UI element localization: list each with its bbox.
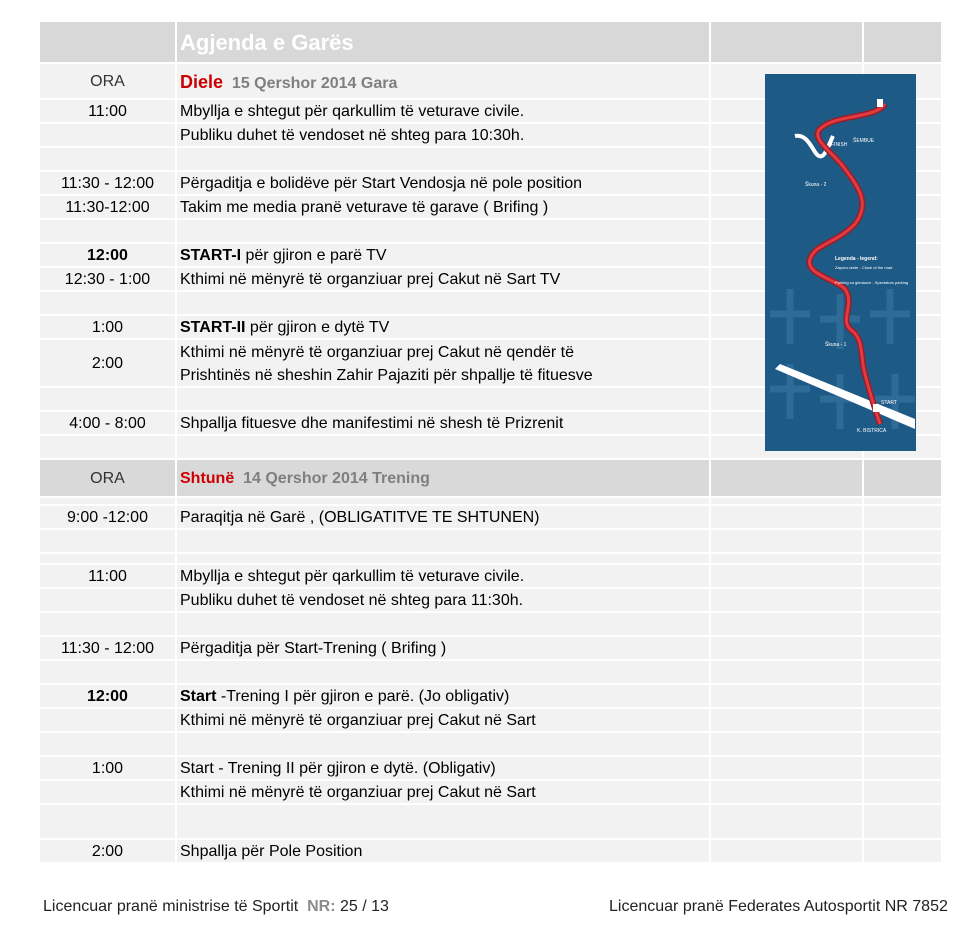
barrier-icon [873,404,879,412]
route-map-graphic [765,74,916,451]
activity-cell: Takim me media pranë veturave të garave ( Brifing ) [177,196,711,220]
page-title: Agjenda e Garës [177,22,711,64]
activity-cell: Kthimi në mënyrë të organziuar prej Cakut në qendër të Prishtinës në sheshin Zahir Pajaziti për shpallje të fituesve [177,340,711,388]
time-cell: 12:30 - 1:00 [40,268,177,292]
table-row [40,685,941,709]
saturday-header-row [40,460,941,498]
ora-label: ORA [40,460,177,498]
activity-cell: START-I për gjiron e parë TV [177,244,711,268]
activity-cell: Kthimi në mënyrë të organziuar prej Cakut në Sart TV [177,268,711,292]
spacer-row [40,530,941,554]
map-label-finish: FINISH [831,142,848,148]
spacer-row [40,498,941,506]
time-cell: 9:00 -12:00 [40,506,177,530]
nr-value: 25 / 13 [340,898,389,915]
activity-cell: Shpallja fituesve dhe manifestimi në shesh të Prizrenit [177,412,711,436]
time-cell: 12:00 [40,244,177,268]
activity-cell: Përgaditja e bolidëve për Start Vendosja në pole position [177,172,711,196]
title-row [40,22,941,64]
time-cell: 11:30 - 12:00 [40,172,177,196]
map-legend-item: Parking za gledaoce - Spectators parking [835,280,909,285]
activity-cell: Start -Trening I për gjiron e parë. (Jo obligativ) [177,685,711,709]
activity-cell: Kthimi në mënyrë të organziuar prej Cakut në Sart [177,781,711,805]
sunday-heading [177,64,711,100]
map-grid-pattern [770,289,915,429]
activity-cell: Start - Trening II për gjiron e dytë. (Obligativ) [177,757,711,781]
time-cell: 1:00 [40,757,177,781]
activity-cell: Mbyllja e shtegut për qarkullim të veturave civile. [177,565,711,589]
time-cell: 12:00 [40,685,177,709]
map-legend-item: Zapora ceste - Close of the road [835,265,893,270]
sunday-date: 15 Qershor 2014 Gara [231,75,398,92]
route-map [765,74,916,451]
activity-cell: Shpallja për Pole Position [177,840,711,864]
footer-right: Licencuar pranë Federates Autosportit NR 7852 [609,898,948,915]
activity-cell: Publiku duhet të vendoset në shteg para 10:30h. [177,124,711,148]
time-cell: 4:00 - 8:00 [40,412,177,436]
activity-cell: START-II për gjiron e dytë TV [177,316,711,340]
table-row [40,637,941,661]
map-label-bistrica: K. BISTRICA [857,428,887,434]
time-cell: 11:30 - 12:00 [40,637,177,661]
spacer-row [40,554,941,565]
race-route-outline [809,104,885,424]
time-cell [40,781,177,805]
activity-cell: Paraqitja në Garë , (OBLIGATITVE TE SHTUNEN) [177,506,711,530]
activity-cell: Publiku duhet të vendoset në shteg para 11:30h. [177,589,711,613]
table-row [40,781,941,805]
table-row [40,709,941,733]
table-row [40,565,941,589]
time-cell [40,709,177,733]
time-cell: 11:00 [40,565,177,589]
spacer-row [40,733,941,757]
sunday-day: Diele [180,72,224,92]
map-label-start: START [881,400,897,406]
race-route [809,104,885,424]
ora-label: ORA [40,64,177,100]
time-cell: 2:00 [40,340,177,388]
time-cell [40,124,177,148]
activity-cell: Mbyllja e shtegut për qarkullim të veturave civile. [177,100,711,124]
spacer-row [40,613,941,637]
time-cell: 11:00 [40,100,177,124]
map-legend-title: Legenda - legend: [835,256,878,262]
saturday-heading [177,460,711,498]
map-label-skuna-1: Škuna - 1 [825,342,847,348]
activity-cell: Përgaditja për Start-Trening ( Brifing ) [177,637,711,661]
table-row [40,506,941,530]
table-row [40,589,941,613]
map-label-sembue: ŠEMBUE [853,138,875,144]
footer-left [43,898,389,916]
map-label-skuna-2: Škuna - 2 [805,182,827,188]
spacer-row [40,661,941,685]
time-cell [40,589,177,613]
table-row [40,757,941,781]
ministry-licence-text: Licencuar pranë ministrise të Sportit [43,898,299,915]
saturday-day: Shtunë [180,470,235,487]
spacer-row [40,805,941,840]
barrier-icon [877,99,883,107]
saturday-date: 14 Qershor 2014 Trening [243,470,430,487]
time-cell: 2:00 [40,840,177,864]
time-cell: 11:30-12:00 [40,196,177,220]
activity-cell: Kthimi në mënyrë të organziuar prej Cakut në Sart [177,709,711,733]
nr-label: NR: [307,898,336,915]
time-cell: 1:00 [40,316,177,340]
table-row [40,840,941,864]
